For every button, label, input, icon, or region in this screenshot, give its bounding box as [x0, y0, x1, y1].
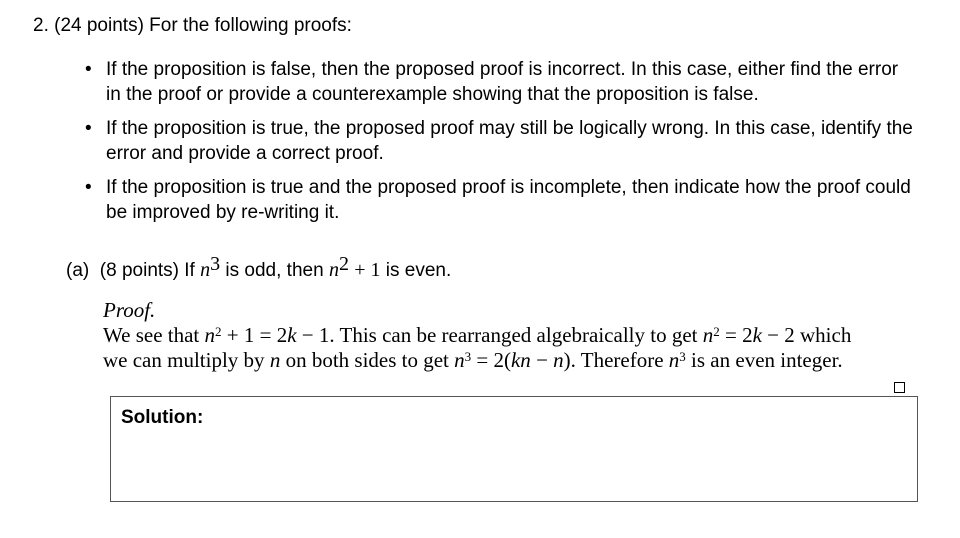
math-n: n — [668, 348, 680, 372]
math-plus-one: + 1 — [354, 259, 381, 281]
proof-text: = 2 — [724, 323, 753, 347]
proof-text: − — [536, 348, 548, 372]
proof-text: on both sides to get — [285, 348, 449, 372]
part-a-statement — [66, 253, 452, 283]
proof-block — [103, 298, 923, 373]
part-a-label: (a) — [66, 260, 90, 281]
math-exponent: 3 — [464, 349, 472, 364]
proof-title: Proof. — [103, 298, 156, 322]
math-exponent: 3 — [679, 349, 686, 364]
instruction-text: If the proposition is false, then the proposed proof is incorrect. In this case, either find the error in the proof or provide a counterexample showing that the proposition is false. — [106, 59, 899, 105]
proof-text: ). Therefore — [563, 348, 664, 372]
qed-box-icon — [894, 382, 905, 393]
math-exponent: 2 — [338, 253, 349, 275]
part-a-text: is even. — [385, 260, 452, 281]
math-n: n — [200, 259, 211, 281]
instruction-text: If the proposition is true and the proposed proof is incomplete, then indicate how the proof could be improved by re-writing it. — [106, 177, 911, 223]
proof-text: − 2 which — [767, 323, 852, 347]
proof-text: − 1. This can be rearranged algebraically to get — [301, 323, 698, 347]
solution-box[interactable] — [110, 396, 918, 502]
math-n: n — [204, 323, 216, 347]
proof-text: We see that — [103, 323, 200, 347]
proof-text: is an even integer. — [691, 348, 843, 372]
math-n: n — [553, 348, 564, 372]
proof-line — [103, 348, 923, 373]
math-n: n — [269, 348, 281, 372]
math-n: n — [328, 259, 339, 281]
solution-label: Solution: — [121, 407, 204, 428]
math-n: n — [702, 323, 714, 347]
instruction-item — [85, 176, 915, 225]
bullet-icon: • — [85, 177, 92, 198]
math-kn: kn — [510, 348, 531, 372]
proof-text: = 2( — [476, 348, 511, 372]
instruction-item — [85, 117, 915, 166]
part-a-points: (8 points) If — [99, 260, 195, 281]
instruction-text: If the proposition is true, the proposed proof may still be logically wrong. In this case, identify the error and provide a correct proof. — [106, 118, 913, 164]
instruction-list — [85, 58, 915, 235]
math-exponent: 2 — [215, 324, 222, 339]
part-a-text: is odd, then — [225, 260, 324, 281]
question-header: 2. (24 points) For the following proofs: — [33, 15, 352, 36]
bullet-icon: • — [85, 59, 92, 80]
math-exponent: 2 — [713, 324, 720, 339]
instruction-item — [85, 58, 915, 107]
math-n: n — [454, 348, 465, 372]
proof-line — [103, 323, 923, 348]
proof-text: + 1 — [226, 323, 255, 347]
math-exponent: 3 — [210, 253, 221, 275]
proof-text: we can multiply by — [103, 348, 265, 372]
bullet-icon: • — [85, 118, 92, 139]
math-k: k — [752, 323, 762, 347]
math-k: k — [287, 323, 297, 347]
proof-text: = 2 — [259, 323, 288, 347]
